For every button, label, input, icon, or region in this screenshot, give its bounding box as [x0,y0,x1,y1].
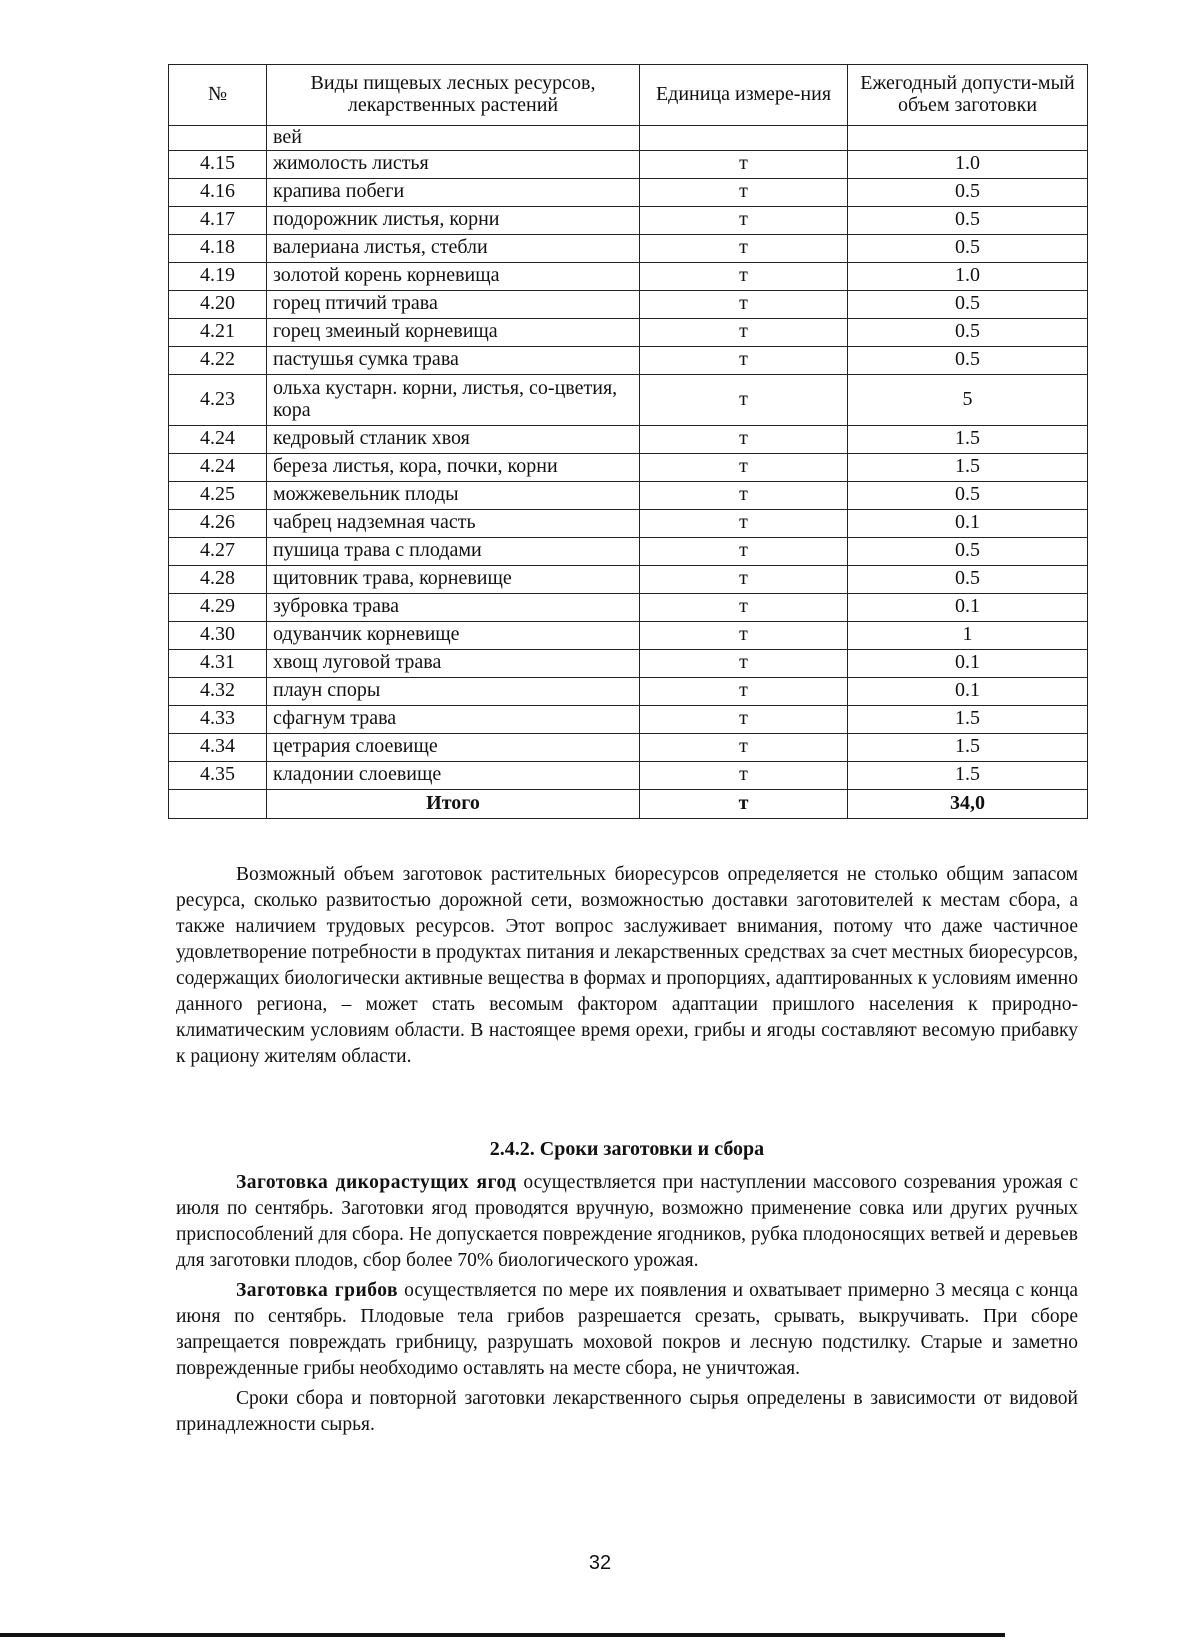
cell-num: 4.16 [169,178,267,206]
cell-unit [640,126,848,151]
table-header-row [169,65,1088,126]
table-row [169,565,1088,593]
cell-num: 4.30 [169,621,267,649]
cell-unit: т [640,733,848,761]
table-body [169,126,1088,790]
total-unit: т [640,789,848,818]
cell-unit: т [640,346,848,374]
cell-name: можжевельник плоды [267,481,640,509]
cell-num: 4.25 [169,481,267,509]
table-row [169,150,1088,178]
cell-unit: т [640,150,848,178]
cell-unit: т [640,318,848,346]
cell-num: 4.15 [169,150,267,178]
section-text-block [176,1170,1078,1438]
body-text-block [176,862,1078,1070]
cell-name: кладонии слоевище [267,761,640,789]
header-resource-type: Виды пищевых лесных ресурсов, лекарственных растений [267,65,640,126]
header-unit: Единица измере-ния [640,65,848,126]
table-row [169,290,1088,318]
cell-volume: 1.5 [848,425,1088,453]
cell-volume: 0.1 [848,677,1088,705]
cell-unit: т [640,425,848,453]
paragraph-medicinal-terms: Сроки сбора и повторной заготовки лекарственного сырья определены в зависимости от видовой принадлежности сырья. [176,1388,1078,1435]
cell-unit: т [640,374,848,425]
cell-unit: т [640,453,848,481]
berries-text: осуществляется при наступлении массового созревания урожая с июля по сентябрь. Заготовки ягод проводятся вручную, возможно применение совка или других ручных приспособлений для сбора. Не допускается повреждение ягодников, рубка плодоносящих ветвей и деревьев для заготовки плодов, сбор более 70% биологического урожая. [176,1172,1079,1271]
cell-volume: 0.5 [848,565,1088,593]
cell-volume: 0.5 [848,234,1088,262]
cell-num [169,126,267,151]
page-number: 32 [588,1552,612,1574]
cell-num: 4.32 [169,677,267,705]
cell-unit: т [640,290,848,318]
cell-num: 4.28 [169,565,267,593]
cell-name: валериана листья, стебли [267,234,640,262]
cell-unit: т [640,206,848,234]
paragraph-mushrooms [176,1278,1078,1382]
table-row [169,761,1088,789]
table-row [169,481,1088,509]
cell-name: пастушья сумка трава [267,346,640,374]
cell-volume: 0.5 [848,206,1088,234]
cell-volume: 1.5 [848,453,1088,481]
cell-volume: 0.1 [848,649,1088,677]
cell-unit: т [640,565,848,593]
cell-volume [848,126,1088,151]
table-row [169,178,1088,206]
cell-name: зубровка трава [267,593,640,621]
cell-num: 4.24 [169,425,267,453]
cell-num: 4.20 [169,290,267,318]
resources-table [168,64,1088,819]
cell-unit: т [640,761,848,789]
cell-volume: 0.5 [848,178,1088,206]
cell-num: 4.21 [169,318,267,346]
cell-num: 4.29 [169,593,267,621]
cell-unit: т [640,234,848,262]
cell-volume: 1.5 [848,733,1088,761]
cell-num: 4.26 [169,509,267,537]
cell-name: сфагнум трава [267,705,640,733]
paragraph-harvest-volume: Возможный объем заготовок растительных биоресурсов определяется не столько общим запасом ресурса, сколько развитостью дорожной сети, возможностью доставки заготовителей к местам сбора, а также наличием трудовых ресурсов. Этот вопрос заслуживает внимания, потому что даже частичное удовлетворение потребности в продуктах питания и лекарственных средствах за счет местных биоресурсов, содержащих биологически активные вещества в формах и пропорциях, адаптированных к условиям именно данного региона, – может стать весомым фактором адаптации пришлого населения к природно-климатическим условиям области. В настоящее время орехи, грибы и ягоды составляют весомую прибавку к рациону жителям области. [176,864,1078,1067]
total-label: Итого [267,789,640,818]
table-row [169,346,1088,374]
table-row [169,234,1088,262]
cell-unit: т [640,677,848,705]
cell-unit: т [640,262,848,290]
bottom-rule [0,1633,1005,1637]
cell-volume: 0.5 [848,346,1088,374]
cell-unit: т [640,537,848,565]
table-row [169,262,1088,290]
cell-volume: 0.5 [848,537,1088,565]
cell-name: кедровый стланик хвоя [267,425,640,453]
berries-lead: Заготовка дикорастущих ягод [236,1172,517,1193]
cell-name: щитовник трава, корневище [267,565,640,593]
cell-unit: т [640,705,848,733]
header-number: № [169,65,267,126]
table-row [169,649,1088,677]
cell-num: 4.24 [169,453,267,481]
cell-name: чабрец надземная часть [267,509,640,537]
cell-name: горец птичий трава [267,290,640,318]
total-num [169,789,267,818]
cell-num: 4.19 [169,262,267,290]
cell-num: 4.34 [169,733,267,761]
cell-name: ольха кустарн. корни, листья, со-цветия, кора [267,374,640,425]
cell-volume: 1.5 [848,761,1088,789]
total-volume: 34,0 [848,789,1088,818]
table-row [169,677,1088,705]
cell-unit: т [640,593,848,621]
table-row [169,733,1088,761]
table-row [169,621,1088,649]
paragraph-berries [176,1170,1078,1274]
cell-name: хвощ луговой трава [267,649,640,677]
cell-volume: 0.5 [848,318,1088,346]
cell-volume: 0.1 [848,509,1088,537]
cell-unit: т [640,621,848,649]
cell-num: 4.18 [169,234,267,262]
table-row [169,537,1088,565]
table-row [169,206,1088,234]
cell-volume: 0.1 [848,593,1088,621]
cell-volume: 1 [848,621,1088,649]
header-annual-volume: Ежегодный допусти-мый объем заготовки [848,65,1088,126]
cell-num: 4.22 [169,346,267,374]
cell-name: пушица трава с плодами [267,537,640,565]
cell-name: горец змеиный корневища [267,318,640,346]
table-row [169,509,1088,537]
table-row-continuation [169,126,1088,151]
table-row [169,453,1088,481]
cell-volume: 1.5 [848,705,1088,733]
cell-name: плаун споры [267,677,640,705]
table-total-row [169,789,1088,818]
cell-volume: 1.0 [848,262,1088,290]
mushrooms-lead: Заготовка грибов [236,1280,399,1301]
cell-num: 4.33 [169,705,267,733]
cell-name: золотой корень корневища [267,262,640,290]
cell-name: береза листья, кора, почки, корни [267,453,640,481]
table-row [169,425,1088,453]
cell-volume: 0.5 [848,481,1088,509]
cell-volume: 1.0 [848,150,1088,178]
cell-name: одуванчик корневище [267,621,640,649]
table-row [169,318,1088,346]
cell-num: 4.23 [169,374,267,425]
mushrooms-text: осуществляется по мере их появления и охватывает примерно 3 месяца с конца июня по сентябрь. Плодовые тела грибов разрешается срезать, срывать, выкручивать. При сборе запрещается повреждать грибницу, разрушать моховой покров и лесную подстилку. Старые и заметно поврежденные грибы необходимо оставлять на месте сбора, не уничтожая. [176,1280,1079,1379]
cell-name: жимолость листья [267,150,640,178]
cell-unit: т [640,509,848,537]
table-row [169,374,1088,425]
cell-num: 4.35 [169,761,267,789]
cell-name: вей [267,126,640,151]
cell-unit: т [640,649,848,677]
cell-volume: 5 [848,374,1088,425]
cell-unit: т [640,178,848,206]
cell-name: цетрария слоевище [267,733,640,761]
section-heading: 2.4.2. Сроки заготовки и сбора [489,1138,765,1160]
cell-num: 4.27 [169,537,267,565]
table-row [169,705,1088,733]
cell-num: 4.31 [169,649,267,677]
cell-name: крапива побеги [267,178,640,206]
table-row [169,593,1088,621]
cell-unit: т [640,481,848,509]
cell-num: 4.17 [169,206,267,234]
cell-name: подорожник листья, корни [267,206,640,234]
cell-volume: 0.5 [848,290,1088,318]
